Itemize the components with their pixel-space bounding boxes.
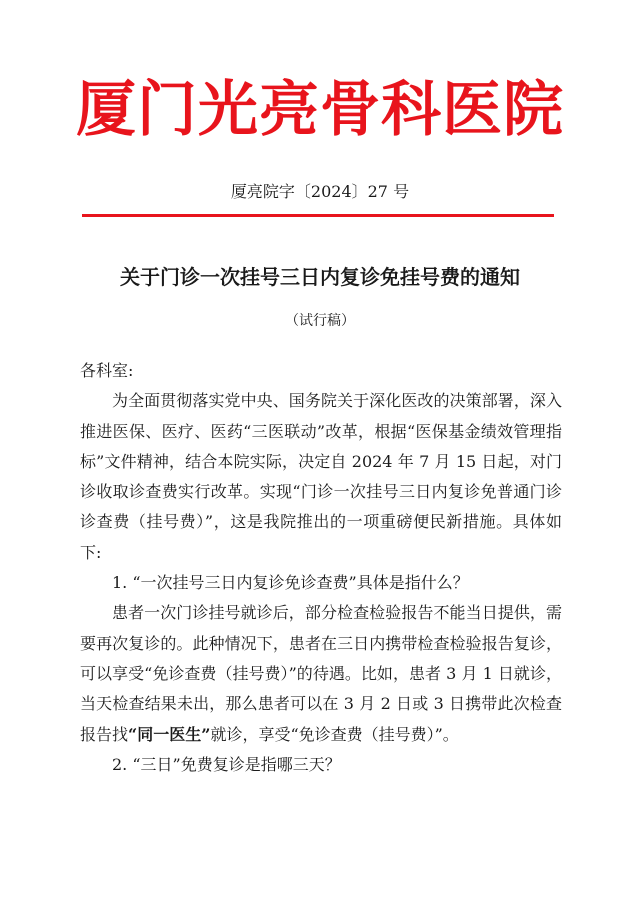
- notice-body: [80, 356, 562, 780]
- answer-1-text-start: 患者一次门诊挂号就诊后，部分检查检验报告不能当日提供，需要再次复诊的。此种情况下，患者在三日内携带检查检验报告复诊，可以享受“免诊查费（挂号费）”的待遇。比如，患者 3 月 1 日就诊，当天检查结果未出，那么患者可以在 3 月 2 日或 3 日携带此次检查报告找: [80, 603, 562, 744]
- answer-1-text-end: 就诊，享受“免诊查费（挂号费）”。: [210, 724, 459, 744]
- hospital-name-masthead: 厦门光亮骨科医院: [76, 75, 564, 145]
- question-1: 1. “一次挂号三日内复诊免诊查费”具体是指什么？: [112, 573, 469, 593]
- intro-paragraph: 为全面贯彻落实党中央、国务院关于深化医改的决策部署，深入推进医保、医疗、医药“三医联动”改革，根据“医保基金绩效管理指标”文件精神，结合本院实际，决定自 2024 年 7 月 15 日起，对门诊收取诊查费实行改革。实现“门诊一次挂号三日内复诊免普通门诊诊查费（挂号费）”，这是我院推出的一项重磅便民新措施。具体如下:: [80, 391, 562, 562]
- salutation: 各科室:: [80, 361, 134, 380]
- notice-subtitle: （试行稿）: [285, 313, 355, 329]
- question-2: 2. “三日”免费复诊是指哪三天？: [112, 754, 341, 774]
- notice-title: 关于门诊一次挂号三日内复诊免挂号费的通知: [120, 265, 520, 289]
- document-number: 厦亮院字〔2024〕27 号: [230, 182, 410, 201]
- red-divider-rule: [82, 214, 554, 217]
- answer-1-paragraph: [80, 598, 562, 749]
- same-doctor-highlight: “同一医生”: [128, 724, 211, 744]
